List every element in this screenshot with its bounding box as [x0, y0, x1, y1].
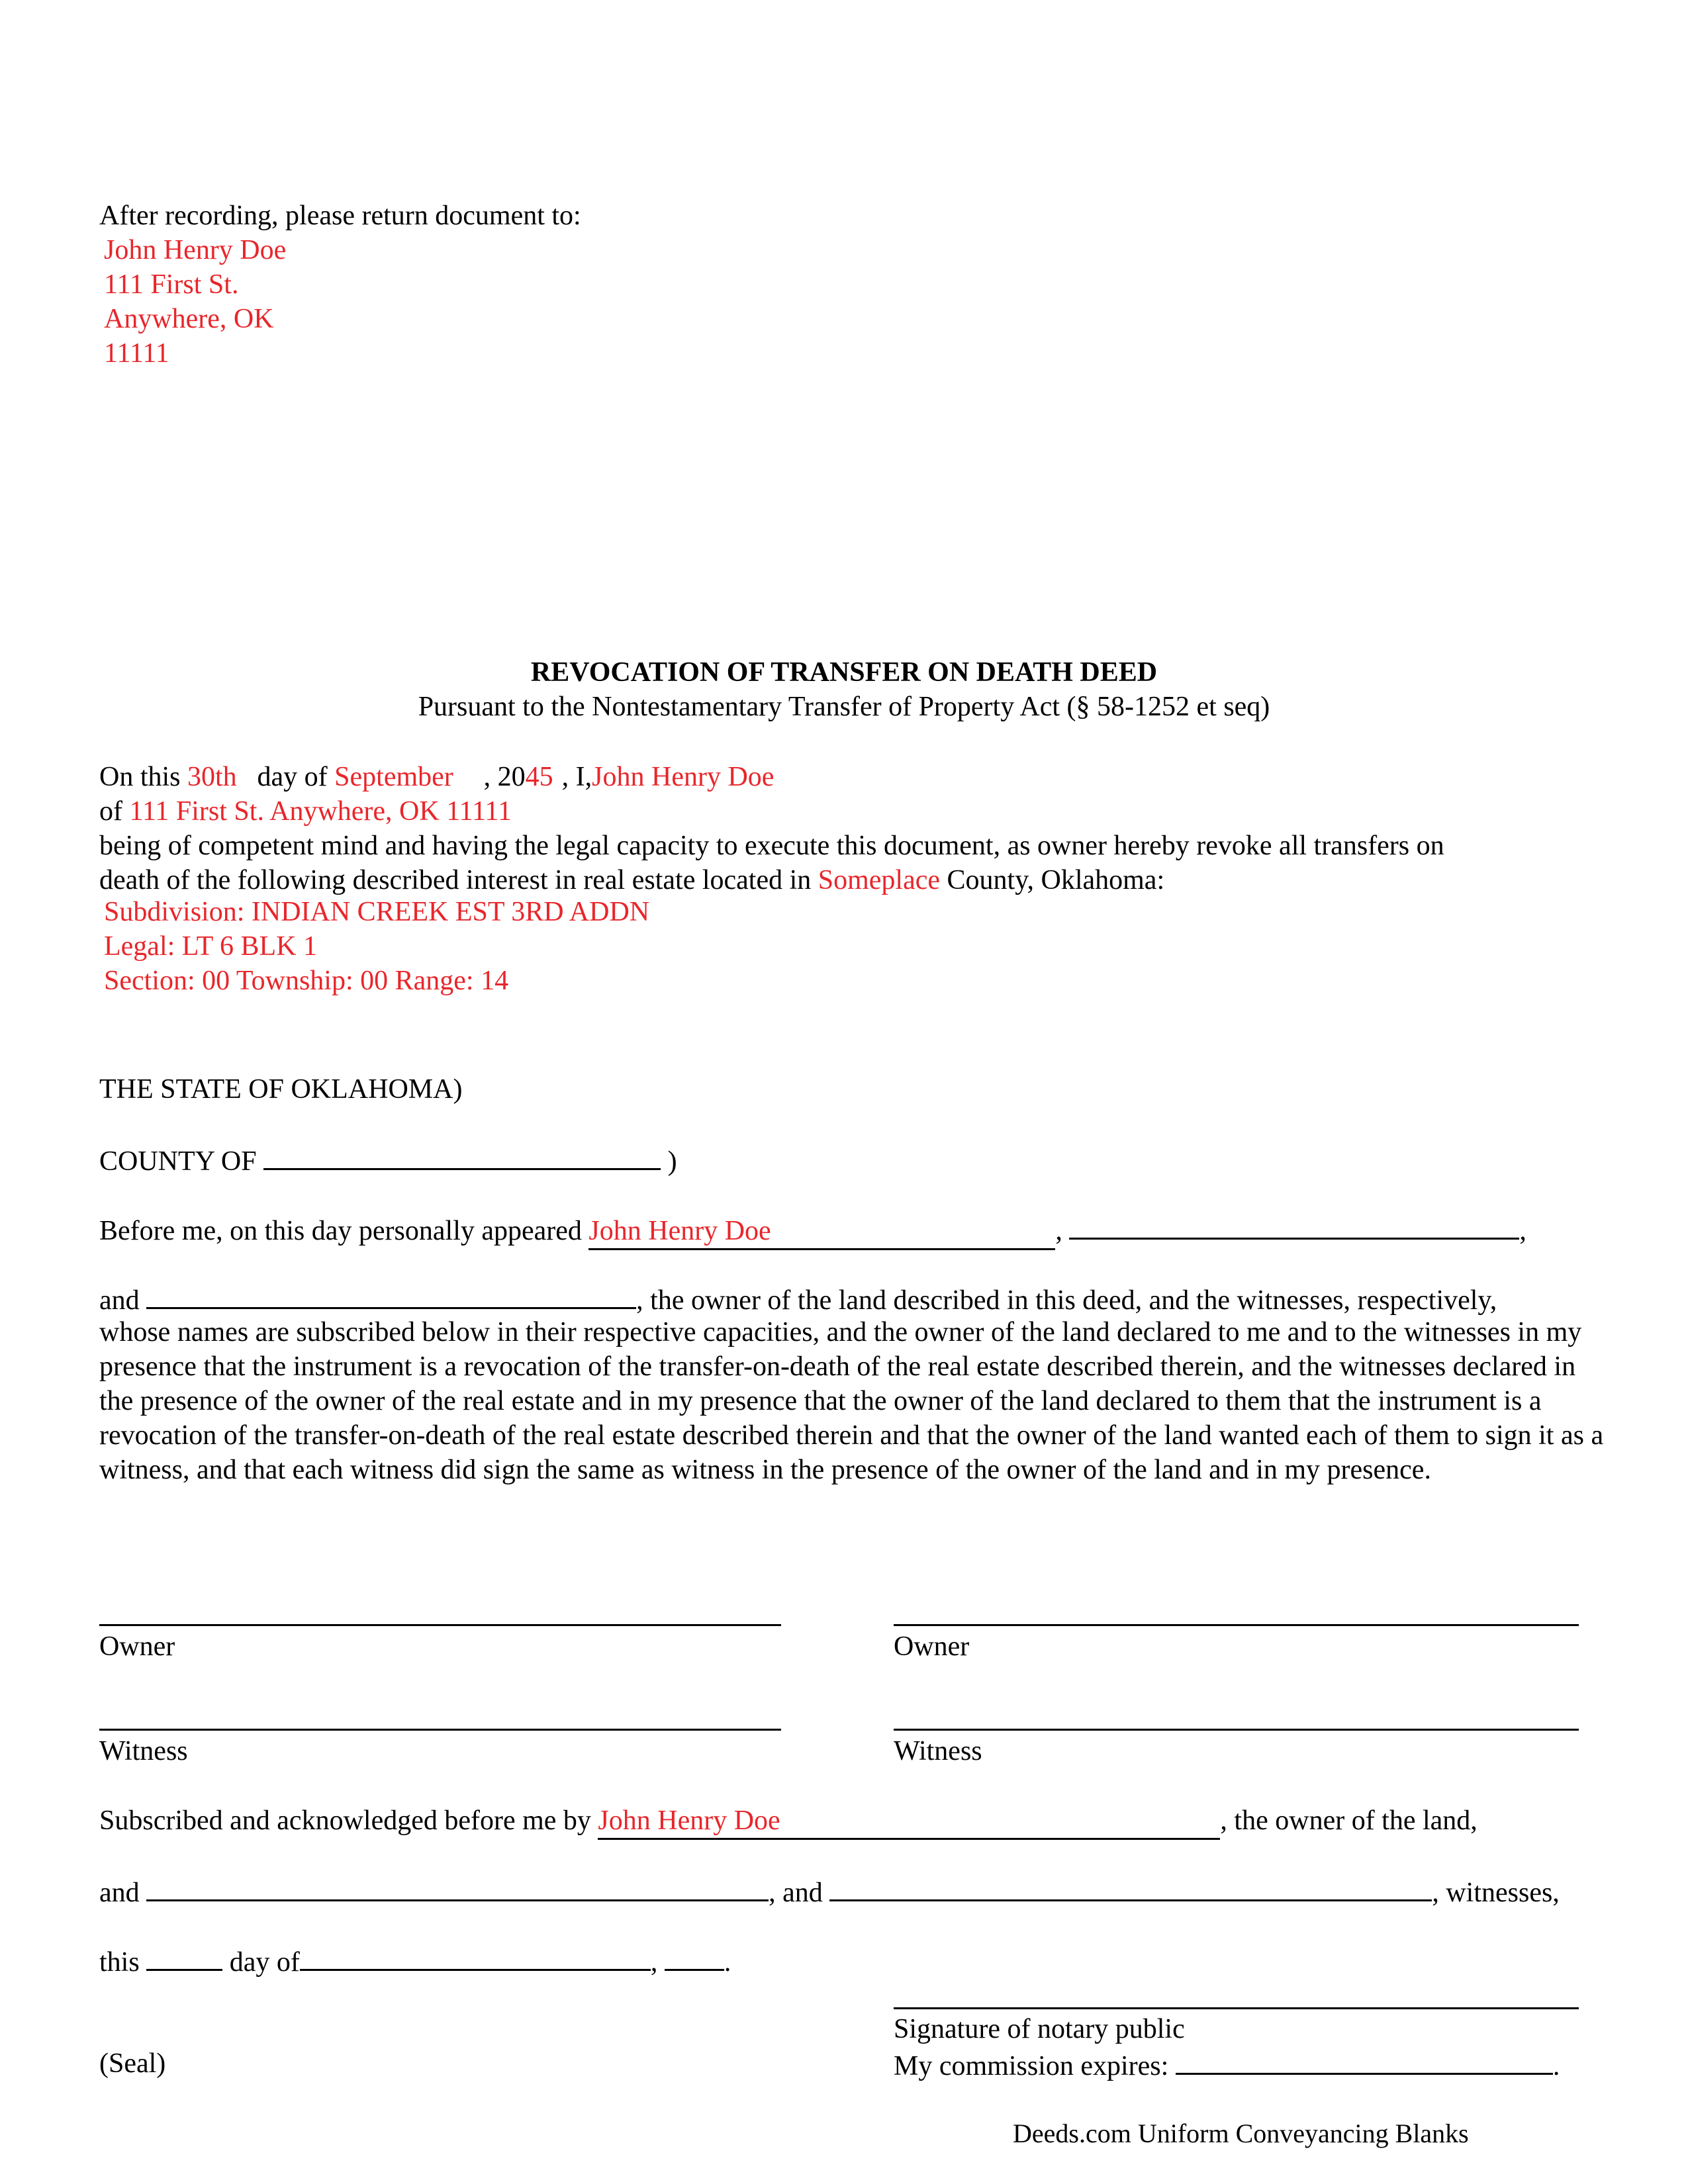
and-owner-line: [99, 1281, 1497, 1318]
this-label: this: [99, 1947, 140, 1978]
day-blank[interactable]: [146, 1942, 222, 1971]
state-line: THE STATE OF OKLAHOMA): [99, 1074, 463, 1105]
owner-name: John Henry Doe: [592, 762, 774, 792]
notary-signature-label: Signature of notary public: [894, 2014, 1185, 2044]
and-blank[interactable]: [146, 1281, 636, 1309]
subscribed-name: John Henry Doe: [598, 1803, 1220, 1840]
county-blank[interactable]: [263, 1142, 661, 1170]
county-suffix: County, Oklahoma:: [947, 865, 1165, 895]
day-value: 30th: [187, 762, 237, 792]
document-title: REVOCATION OF TRANSFER ON DEATH DEED: [530, 657, 1158, 688]
witness-label-right: Witness: [894, 1736, 982, 1766]
legal-lot-block: Legal: LT 6 BLK 1: [104, 931, 317, 962]
i-label: , I,: [561, 762, 592, 792]
county-line: [99, 1142, 677, 1179]
month-value: September: [334, 762, 453, 792]
return-zip: 11111: [104, 338, 169, 369]
county-value: Someplace: [818, 865, 941, 895]
day-of-label: day of: [257, 762, 328, 792]
appeared-line: [99, 1211, 1526, 1250]
date-comma: ,: [650, 1947, 658, 1978]
intro-line-1: [99, 760, 774, 794]
owner-label-right: Owner: [894, 1631, 970, 1662]
owner-suffix: , the owner of the land,: [1220, 1805, 1477, 1836]
appeared-blank-2[interactable]: [1069, 1211, 1519, 1240]
and-label: and: [99, 1285, 140, 1316]
date-line: [99, 1942, 731, 1979]
notary-paragraph: whose names are subscribed below in their respective capacities, and the owner of the land declared to me and to the witnesses in my presence that the instrument is a revocation of the transfer-on-death of the real estate described therein, and the witnesses declared in the presence of the owner of the real estate and in my presence that the owner of the land declared to them that the instrument is a revocation of the transfer-on-death of the real estate described therein and that the owner of the land wanted each of them to sign it as a witness, and that each witness did sign the same as witness in the presence of the owner of the land and in my presence.: [99, 1317, 1604, 1485]
appeared-comma-1: ,: [1055, 1216, 1062, 1246]
commission-line: [894, 2046, 1560, 2083]
appeared-comma-2: ,: [1519, 1216, 1526, 1246]
legal-section: Section: 00 Township: 00 Range: 14: [104, 966, 509, 996]
county-close: ): [667, 1146, 677, 1177]
witness-signature-line-left[interactable]: [99, 1729, 781, 1731]
month-blank[interactable]: [300, 1942, 651, 1971]
subscribed-label: Subscribed and acknowledged before me by: [99, 1805, 591, 1836]
witness-label-left: Witness: [99, 1736, 188, 1766]
footer-brand: Deeds.com Uniform Conveyancing Blanks: [1013, 2118, 1469, 2148]
and-label-2: and: [99, 1878, 140, 1908]
witness-name-blank-1[interactable]: [146, 1873, 769, 1901]
owner-signature-line-left[interactable]: [99, 1624, 781, 1626]
return-city-state: Anywhere, OK: [104, 304, 274, 334]
date-period: .: [724, 1947, 731, 1978]
return-name: John Henry Doe: [104, 235, 287, 265]
county-of-label: COUNTY OF: [99, 1146, 257, 1177]
owner-signature-line-right[interactable]: [894, 1624, 1579, 1626]
year-value: 45: [525, 762, 553, 792]
year-blank[interactable]: [665, 1942, 724, 1971]
return-street: 111 First St.: [104, 269, 239, 300]
year-prefix: , 20: [483, 762, 526, 792]
commission-period: .: [1552, 2051, 1560, 2081]
appeared-name: John Henry Doe: [588, 1214, 1055, 1250]
of-label: of: [99, 796, 122, 827]
before-me-label: Before me, on this day personally appeared: [99, 1216, 582, 1246]
intro-body-1: being of competent mind and having the legal capacity to execute this document, as owner hereby revoke all transfers on: [99, 831, 1444, 861]
owner-label-left: Owner: [99, 1631, 175, 1662]
intro-line-4: [99, 863, 1164, 897]
on-this-label: On this: [99, 762, 181, 792]
commission-label: My commission expires:: [894, 2051, 1169, 2081]
witnesses-suffix: , witnesses,: [1432, 1878, 1560, 1908]
notary-signature-line[interactable]: [894, 2007, 1579, 2009]
witness-signature-line-right[interactable]: [894, 1729, 1579, 1731]
owner-address: 111 First St. Anywhere, OK 11111: [129, 796, 512, 827]
seal-label: (Seal): [99, 2048, 166, 2079]
document-subtitle: Pursuant to the Nontestamentary Transfer of Property Act (§ 58-1252 et seq): [418, 692, 1270, 722]
subscribed-line: [99, 1803, 1477, 1840]
mid-and: , and: [769, 1878, 823, 1908]
day-of-label-2: day of: [229, 1947, 300, 1978]
intro-line-2: [99, 794, 512, 829]
witness-name-blank-2[interactable]: [829, 1873, 1432, 1901]
commission-blank[interactable]: [1176, 2046, 1553, 2075]
legal-subdivision: Subdivision: INDIAN CREEK EST 3RD ADDN: [104, 897, 650, 927]
intro-body-2: death of the following described interest in real estate located in: [99, 865, 812, 895]
return-header: After recording, please return document to:: [99, 201, 581, 231]
owner-clause: , the owner of the land described in this deed, and the witnesses, respectively,: [636, 1285, 1497, 1316]
witnesses-line: [99, 1873, 1560, 1910]
